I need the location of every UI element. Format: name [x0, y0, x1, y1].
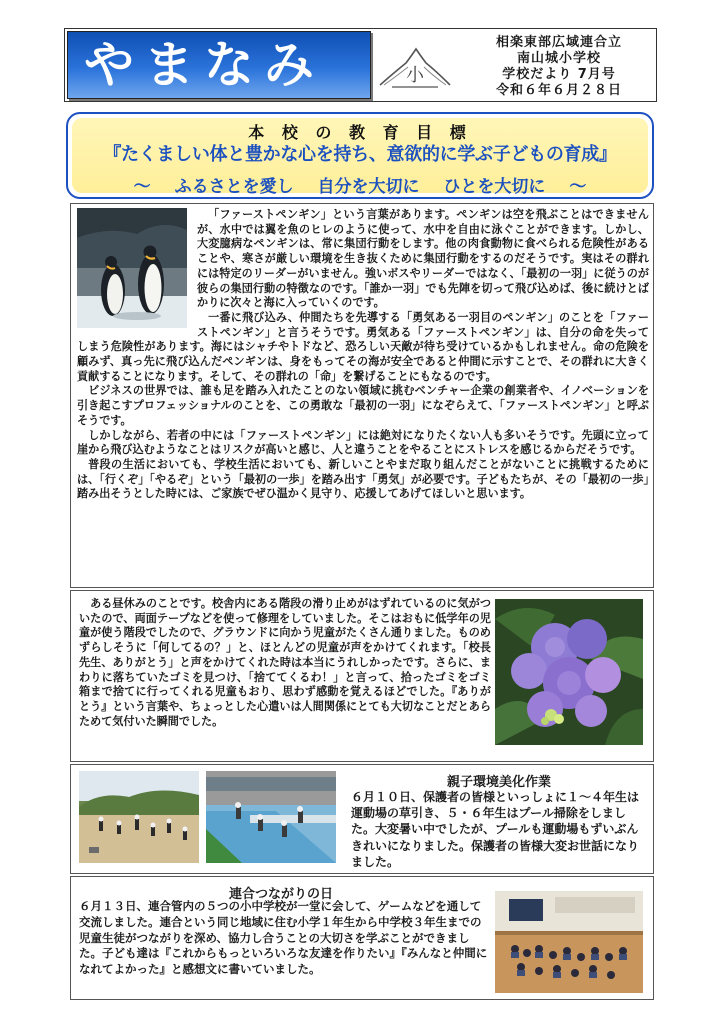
motto-phrase-1: ふるさとを愛し	[174, 177, 294, 197]
school-name: 南山城小学校	[516, 51, 601, 66]
article-stairs-repair	[70, 590, 654, 762]
article-first-penguin-p4: しかしながら、若者の中には「ファーストペンギン」には絶対になりたくない人も多いそうです。先頭に立って崖から飛び込むようなことはリスクが高いと感じ、人と違うことをやることにストレスを感じるからだそうです。	[77, 428, 649, 457]
header	[64, 28, 657, 102]
penguin-illustration-icon	[77, 208, 187, 328]
article-stairs-repair-body	[79, 597, 491, 729]
article-first-penguin-p1: 「ファーストペンギン」という言葉があります。ペンギンは空を飛ぶことはできませんが、水中では翼を魚のヒレのように使って、水中を自由に泳ぐことができます。しかし、大変臆病なペンギンは、常に集団行動をします。他の肉食動物に食べられる危険性があることや、寒さが厳しい環境を生き抜くために集団行動をするのだそうです。実はその群れには特定のリーダーがいません。強いボスやリーダーではなく、「最初の一羽」に従うのが彼らの集団行動の特徴なのです。「誰か一羽」でも先陣を切って飛び込めば、後に続けとばかりに次々と海に入っていくのです。	[197, 208, 649, 310]
penguin-photo	[77, 208, 187, 328]
article-tsunagari-day	[70, 876, 654, 1000]
education-goal-box	[66, 112, 654, 199]
article-first-penguin-p5: 普段の生活においても、学校生活においても、新しいことやまだ取り組んだことがないことに挑戦するためには、「行くぞ」「やるぞ」という「最初の一歩」を踏み出す「勇気」が必要です。子どもたちが、その「最初の一歩」踏み出そうとした時には、ご家族でぜひ温かく見守り、応援してあげてほしいと思います。	[77, 457, 649, 501]
article-first-penguin-body	[77, 208, 649, 502]
newsletter-title: やまなみ	[84, 36, 324, 94]
field-weeding-photo	[79, 771, 199, 863]
motto-phrase-2: 自分を大切に	[317, 177, 420, 197]
pool-cleaning-photo	[206, 771, 336, 863]
article-first-penguin-p3: ビジネスの世界では、誰も足を踏み入れたことのない領域に挑むベンチャー企業の創業者や、イノベーションを引き起こすプロフェッショナルのことを、この勇敢な「最初の一羽」になぞらえて、「ファーストペンギン」と呼ぶそうです。	[77, 384, 649, 427]
article-first-penguin	[70, 203, 654, 588]
motto-phrase-3: ひとを大切に	[443, 177, 546, 197]
article-stairs-repair-text: ある昼休みのことです。校舎内にある階段の滑り止めがはずれているのに気がついたので、両面テープなどを使って修理をしていました。そこはおもに低学年の児童が使う階段でしたので、グラウンドに向かう児童がたくさん通りました。ものめずらしそうに「何してるの？」と、ほとんどの児童が声をかけてくれます。「校長先生、ありがとう」と声をかけてくれた時は本当にうれしかったです。さらに、まわりに落ちていたゴミを見つけ、「捨ててくるわ！」と言って、拾ったゴミをゴミ箱まで捨てに行ってくれる児童もおり、思わず感動を覚えるほどでした。『ありがとう』という言葉や、ちょっとした心遣いは人間関係にとても大切なことだとあらためて気付いた瞬間でした。	[79, 597, 491, 728]
gymnasium-photo	[495, 891, 643, 993]
education-goal-subtitle	[72, 172, 648, 197]
article-tsunagari-title: 連合つながりの日	[228, 887, 333, 902]
hydrangea-photo	[495, 599, 643, 745]
school-logo-text: 小	[406, 65, 424, 86]
wave-left: 〜	[133, 177, 151, 197]
education-goal-background	[72, 118, 648, 197]
article-environment-title: 親子環境美化作業	[446, 775, 551, 790]
school-info	[465, 35, 653, 99]
gymnasium-illustration-icon	[495, 891, 643, 993]
newsletter-title-box	[67, 31, 371, 99]
issue-label: 学校だより 7月号	[502, 67, 616, 82]
education-goal-text: 『たくましい体と豊かな心を持ち、意欲的に学ぶ子どもの育成』	[103, 144, 617, 165]
school-logo-icon	[378, 41, 452, 93]
article-tsunagari-text: ６月１３日、連合管内の５つの小中学校が一堂に会して、ゲームなどを通して交流しました。連合という同じ地域に住む小学１年生から中学校３年生までの児童生徒がつながりを深め、協力し合うことの大切さを学ぶことができました。子ども達は『これからもっといろいろな友達を作りたい』『みんなと仲間になれてよかった』と感想文に書いていました。	[79, 899, 488, 977]
field-weeding-illustration-icon	[79, 771, 199, 863]
article-environment-cleanup	[70, 764, 654, 874]
hydrangea-illustration-icon	[495, 599, 643, 745]
education-goal-heading: 本 校 の 教 育 目 標	[248, 123, 472, 142]
pool-cleaning-illustration-icon	[206, 771, 336, 863]
article-first-penguin-p2: 一番に飛び込み、仲間たちを先導する「勇気ある一羽目のペンギン」のことを「ファーストペンギン」と言うそうです。勇気ある「ファーストペンギン」は、自分の命を失ってしまう危険性があります。海にはシャチやトドなど、恐ろしい天敵が待ち受けているかもしれません。命の危険を顧みず、真っ先に飛び込んだペンギンは、身をもってその海が安全であると仲間に示すことで、その群れに大きく貢献することになります。そして、その群れの「命」を繋げることにもなるのです。	[77, 310, 649, 383]
issue-date: 令和６年６月２８日	[495, 83, 622, 98]
article-environment-text: ６月１０日、保護者の皆様といっしょに１〜４年生は運動場の草引き、５・６年生はプール掃除をしました。大変暑い中でしたが、プールも運動場もずいぶんきれいになりました。保護者の皆様大変お世話になりました。	[351, 790, 640, 869]
school-union-name: 相楽東部広域連合立	[495, 35, 622, 50]
wave-right: 〜	[569, 177, 587, 197]
